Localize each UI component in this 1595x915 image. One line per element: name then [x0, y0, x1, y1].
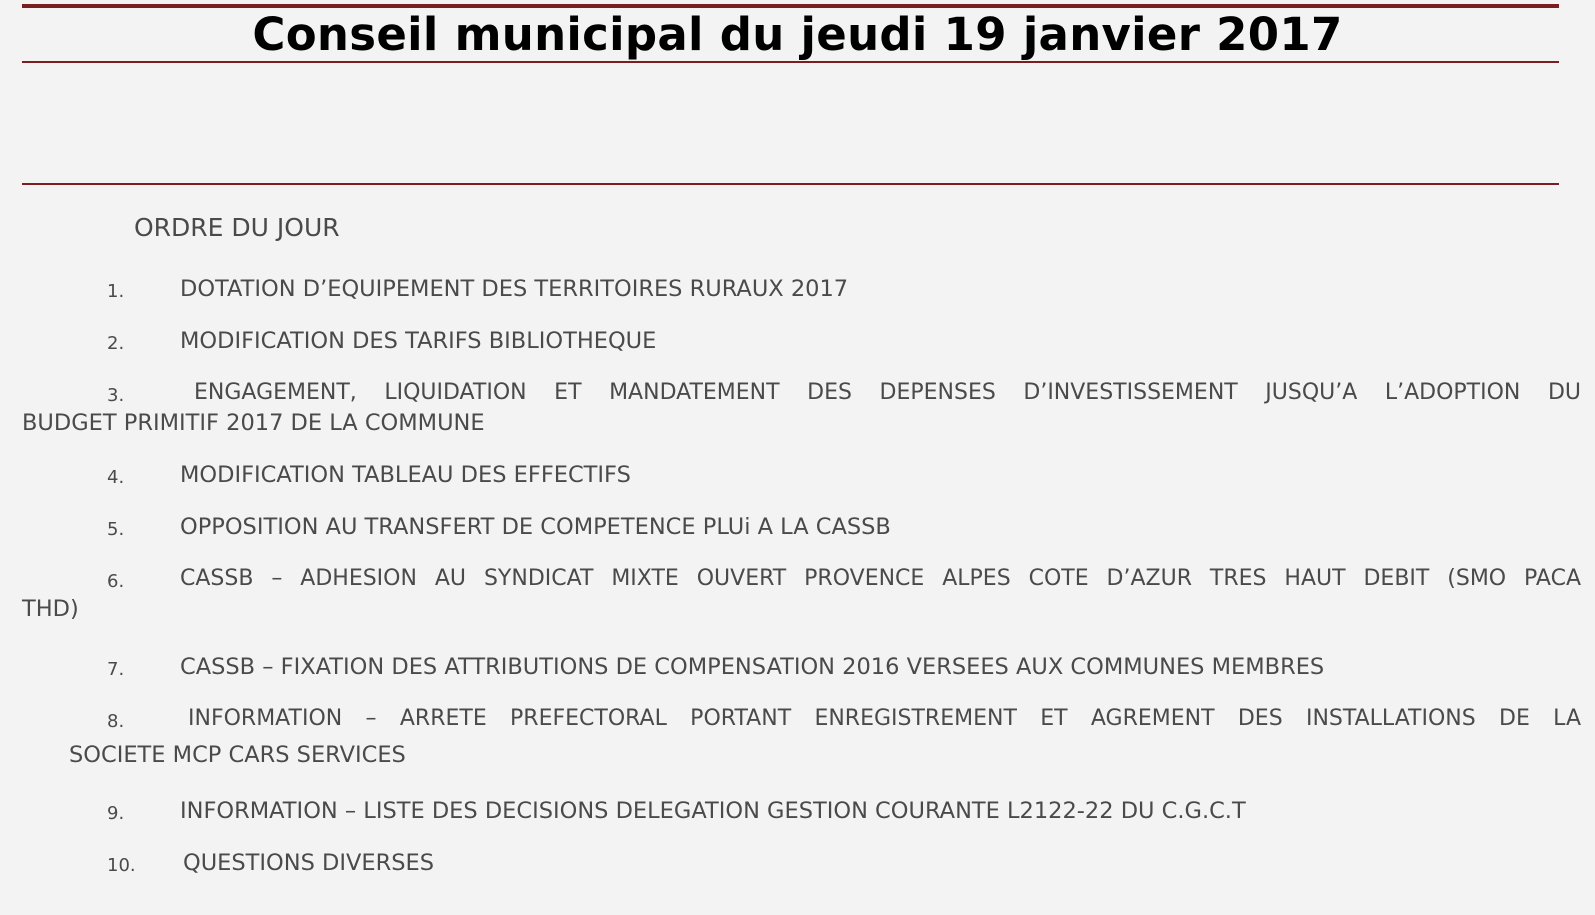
section-divider-rule: [22, 183, 1559, 185]
agenda-item-text: MODIFICATION DES TARIFS BIBLIOTHEQUE: [180, 328, 657, 354]
title-underline-rule: [22, 61, 1559, 63]
agenda-item-text: CASSB – ADHESION AU SYNDICAT MIXTE OUVERT PROVENCE ALPES COTE D’AZUR TRES HAUT DEBIT (SMO PACA: [180, 566, 1581, 591]
agenda-item-number: 4.: [107, 467, 125, 488]
agenda-item-number: 3.: [107, 385, 125, 406]
agenda-item: [22, 796, 1581, 826]
agenda-item: [22, 378, 1581, 438]
agenda-item-text: QUESTIONS DIVERSES: [183, 850, 435, 876]
agenda-item-number: 7.: [107, 659, 125, 680]
agenda-item-number: 5.: [107, 519, 125, 540]
page-title: Conseil municipal du jeudi 19 janvier 2017: [252, 8, 1343, 61]
agenda-item-text: INFORMATION – ARRETE PREFECTORAL PORTANT ENREGISTREMENT ET AGREMENT DES INSTALLATIONS DE LA: [188, 706, 1581, 731]
agenda-item-continuation: BUDGET PRIMITIF 2017 DE LA COMMUNE: [22, 410, 485, 436]
agenda-item-continuation: THD): [22, 596, 79, 622]
agenda-item: [22, 564, 1581, 624]
agenda-item-number: 2.: [107, 333, 125, 354]
agenda-item-number: 6.: [107, 571, 125, 592]
agenda-heading: ORDRE DU JOUR: [134, 213, 340, 242]
agenda-item: [22, 460, 1581, 490]
agenda-item-text: INFORMATION – LISTE DES DECISIONS DELEGATION GESTION COURANTE L2122-22 DU C.G.C.T: [180, 798, 1246, 824]
agenda-item-number: 8.: [107, 711, 125, 732]
agenda-item-text: ENGAGEMENT, LIQUIDATION ET MANDATEMENT DES DEPENSES D’INVESTISSEMENT JUSQU’A L’ADOPTION DU: [194, 380, 1581, 405]
agenda-item-text: MODIFICATION TABLEAU DES EFFECTIFS: [180, 462, 631, 488]
agenda-item: [22, 274, 1581, 304]
agenda-item-text: DOTATION D’EQUIPEMENT DES TERRITOIRES RURAUX 2017: [180, 276, 849, 302]
agenda-item-number: 9.: [107, 803, 125, 824]
agenda-item-text: CASSB – FIXATION DES ATTRIBUTIONS DE COMPENSATION 2016 VERSEES AUX COMMUNES MEMBRES: [180, 654, 1325, 680]
agenda-item-continuation: SOCIETE MCP CARS SERVICES: [69, 742, 406, 768]
agenda-item: [22, 326, 1581, 356]
agenda-item-number: 1.: [107, 281, 125, 302]
agenda-item-text: OPPOSITION AU TRANSFERT DE COMPETENCE PLUi A LA CASSB: [180, 514, 891, 540]
agenda-item: [22, 704, 1581, 770]
agenda-item: [22, 848, 1581, 878]
agenda-item: [22, 512, 1581, 542]
agenda-item-number: 10.: [107, 855, 136, 876]
agenda-item: [22, 652, 1581, 682]
